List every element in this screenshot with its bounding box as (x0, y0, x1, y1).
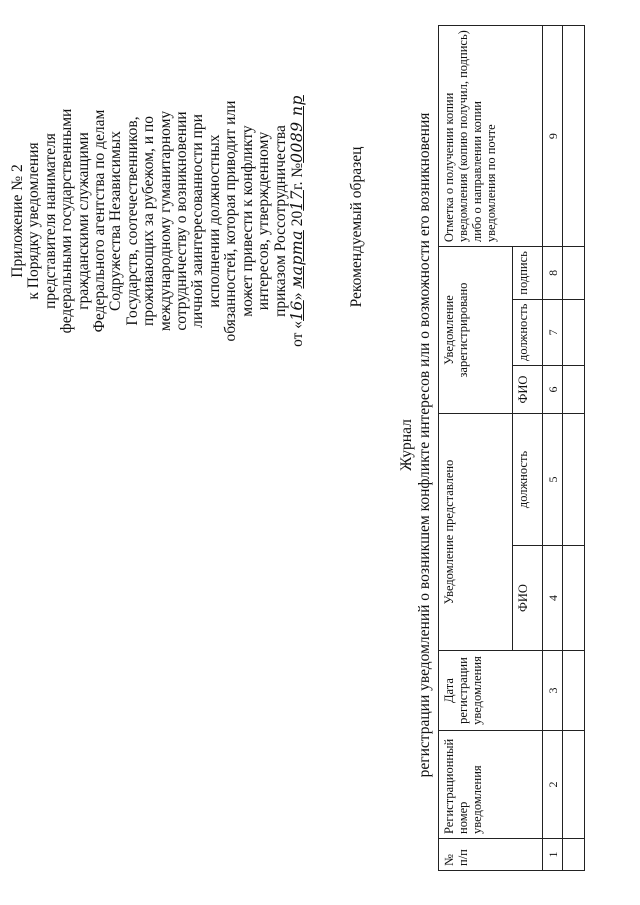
appendix-line: исполнении должностных (205, 134, 223, 308)
order-number-prefix: г. № (288, 162, 306, 191)
order-date-prefix: от « (288, 320, 306, 347)
subheader-submitted-position: должность (513, 414, 543, 546)
header-num: № п/п (439, 839, 543, 871)
header-submitted: Уведомление представлено (439, 414, 513, 651)
journal-title: Журнал (398, 419, 415, 471)
header-reg-number: Регистрационный номер уведомления (439, 731, 543, 839)
appendix-line: гражданскими служащими (74, 132, 92, 310)
table-header-row (439, 26, 513, 871)
subheader-registered-fio: ФИО (513, 366, 543, 414)
order-date-mid: » (288, 292, 306, 301)
registration-journal-table (438, 25, 585, 871)
column-number: 4 (543, 546, 563, 651)
appendix-line: обязанностей, которая приводит или (222, 100, 240, 342)
table-cell (563, 26, 585, 247)
appendix-line: сотрудничеству о возникновении (173, 111, 191, 331)
appendix-line: Государств, соотечественников, (123, 116, 141, 326)
column-number: 2 (543, 731, 563, 839)
appendix-line: интересов, утвержденному (255, 131, 273, 311)
table-cell (563, 731, 585, 839)
journal-subtitle: регистрации уведомлений о возникшем конфликте интересов или о возможности его возникновения (416, 112, 433, 778)
column-number: 3 (543, 651, 563, 731)
appendix-line: проживающих за рубежом, и по (140, 116, 158, 326)
table-cell (563, 247, 585, 300)
appendix-line: Содружества Независимых (107, 131, 125, 311)
table-cell (563, 546, 585, 651)
appendix-line: международному гуманитарному (156, 110, 174, 332)
column-number-row (543, 26, 563, 871)
header-reg-date: Дата регистрации уведомления (439, 651, 543, 731)
appendix-line: может привести к конфликту (238, 125, 256, 317)
table-cell (563, 366, 585, 414)
table-row (563, 26, 585, 871)
subheader-registered-signature: подпись (513, 247, 543, 300)
order-day-handwritten: 16 (287, 300, 306, 321)
order-number-handwritten: 0089 пр (287, 95, 306, 163)
column-number: 8 (543, 247, 563, 300)
column-number: 5 (543, 414, 563, 546)
sample-label: Рекомендуемый образец (348, 146, 365, 308)
order-date-line (289, 29, 306, 413)
table-cell (563, 414, 585, 546)
table-cell (563, 651, 585, 731)
subheader-submitted-fio: ФИО (513, 546, 543, 651)
order-year-prefix: 20 (288, 210, 306, 227)
column-number: 7 (543, 299, 563, 365)
order-month-handwritten: марта (287, 230, 306, 289)
appendix-title: Приложение № 2 (9, 164, 26, 278)
header-registered: Уведомление зарегистрировано (439, 247, 513, 414)
appendix-line: к Порядку уведомления (25, 142, 43, 300)
table-cell (563, 299, 585, 365)
order-year-handwritten: 17 (287, 190, 306, 211)
appendix-line: Федерального агентства по делам (91, 109, 109, 333)
appendix-line: личной заинтересованности при (189, 114, 207, 328)
appendix-line: федеральными государственными (58, 108, 76, 334)
appendix-line: представителя нанимателя (41, 133, 59, 309)
subheader-registered-position: должность (513, 299, 543, 365)
appendix-block (10, 29, 306, 413)
journal-heading (398, 85, 434, 805)
column-number: 9 (543, 26, 563, 247)
column-number: 6 (543, 366, 563, 414)
header-copy-mark: Отметка о получении копии уведомления (копию получил, подпись) либо о направлении копии уведомления по почте (439, 26, 543, 247)
column-number: 1 (543, 839, 563, 871)
table-cell (563, 839, 585, 871)
appendix-line: приказом Россотрудничества (271, 125, 289, 317)
